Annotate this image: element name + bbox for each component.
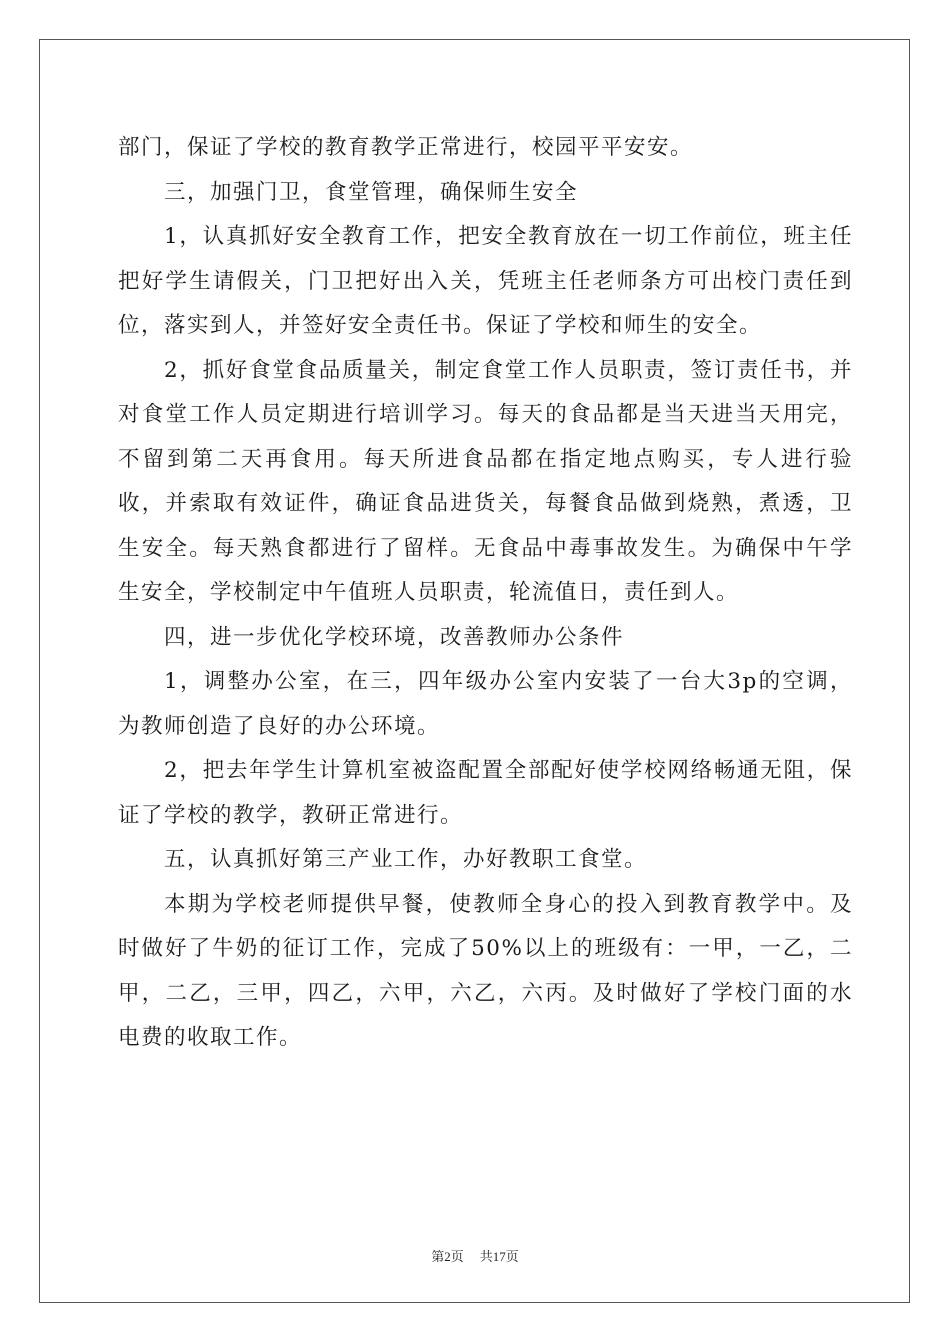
section-heading: 四，进一步优化学校环境，改善教师办公条件 [164, 624, 625, 650]
page-number: 第2页 [431, 1249, 464, 1264]
paragraph: 部门，保证了学校的教育教学正常进行，校园平平安安。 [118, 135, 694, 160]
document-body [118, 126, 853, 1061]
page-total: 共17页 [479, 1249, 519, 1264]
section-heading: 五，认真抓好第三产业工作，办好教职工食堂。 [164, 847, 648, 872]
paragraph: 2，抓好食堂食品质量关，制定食堂工作人员职责，签订责任书，并对食堂工作人员定期进行培训学习。每天的食品都是当天进当天用完，不留到第二天再食用。每天所进食品都在指定地点购买，专人进行验收，并索取有效证件，确证食品进货关，每餐食品做到烧熟，煮透，卫生安全。每天熟食都进行了留样。无食品中毒事故发生。为确保中午学生安全，学校制定中午值班人员职责，轮流值日，责任到人。 [118, 357, 853, 605]
paragraph: 2，把去年学生计算机室被盗配置全部配好使学校网络畅通无阻，保证了学校的教学，教研正常进行。 [118, 758, 853, 828]
section-heading: 三，加强门卫，食堂管理，确保师生安全 [164, 179, 579, 205]
paragraph: 1，调整办公室，在三，四年级办公室内安装了一台大3p的空调，为教师创造了良好的办公环境。 [118, 669, 853, 739]
page-footer [0, 1246, 950, 1265]
paragraph: 1，认真抓好安全教育工作，把安全教育放在一切工作前位，班主任把好学生请假关，门卫把好出入关，凭班主任老师条方可出校门责任到位，落实到人，并签好安全责任书。保证了学校和师生的安全。 [118, 224, 853, 338]
paragraph: 本期为学校老师提供早餐，使教师全身心的投入到教育教学中。及时做好了牛奶的征订工作，完成了50%以上的班级有：一甲，一乙，二甲，二乙，三甲，四乙，六甲，六乙，六丙。及时做好了学校门面的水电费的收取工作。 [118, 891, 853, 1050]
